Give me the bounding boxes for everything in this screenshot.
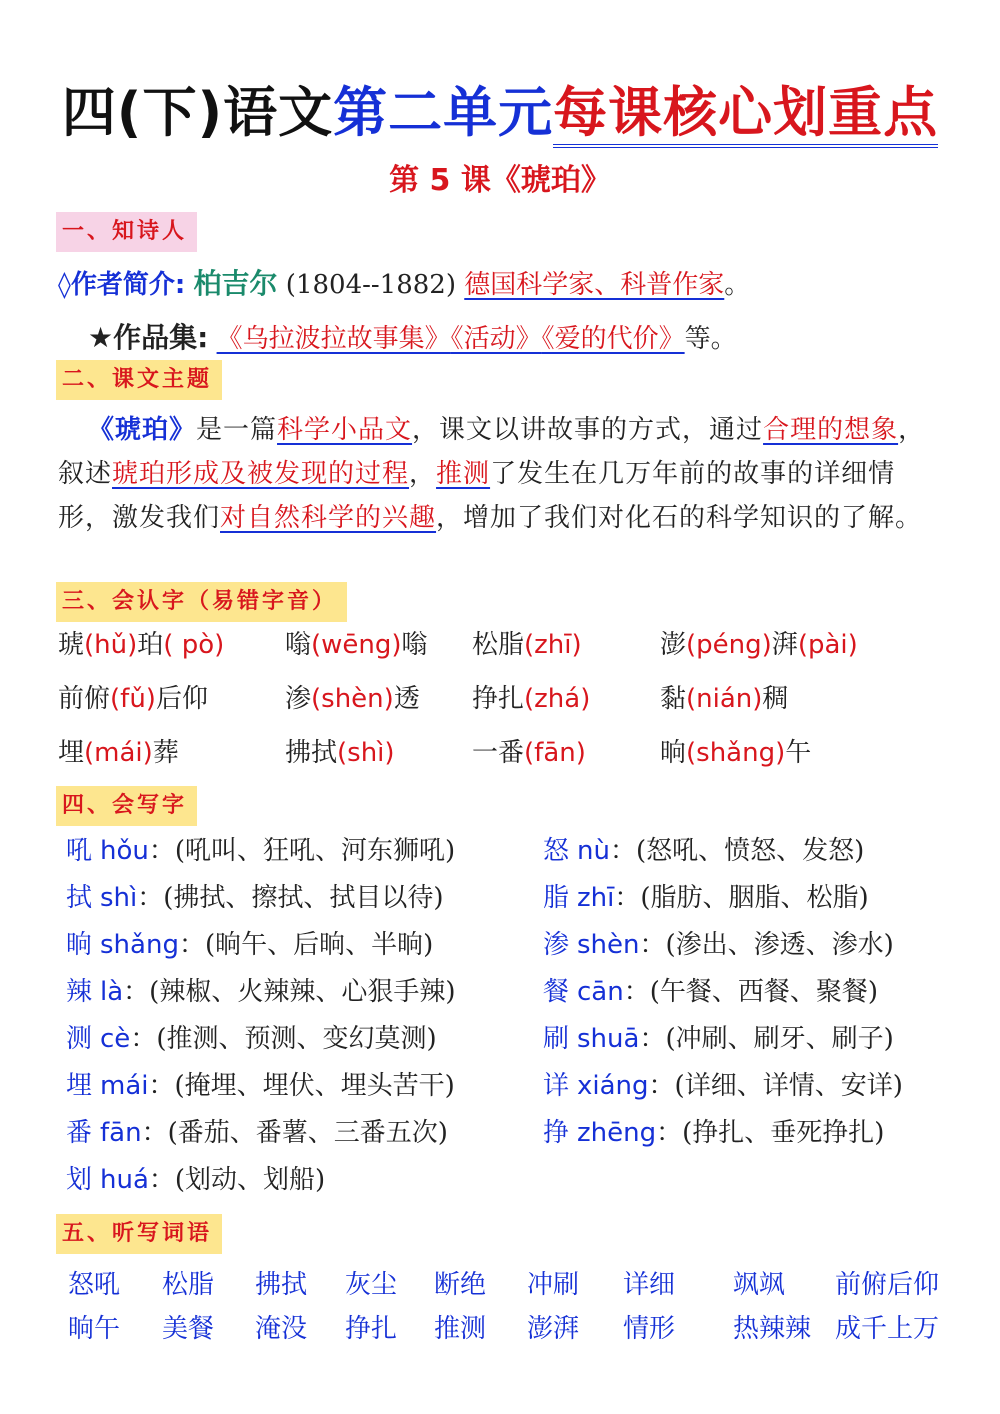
write-char-item <box>543 830 864 867</box>
recognize-char-item <box>285 624 428 661</box>
write-char-item <box>543 924 894 961</box>
hanzi: 拭 <box>66 883 93 913</box>
text-span: 合理的想象 <box>763 415 899 445</box>
text-span: 琥珀形成及被发现的过程 <box>112 459 410 489</box>
dictation-word: 推测 <box>434 1314 487 1344</box>
hanzi: 琥 <box>58 630 85 660</box>
hanzi: 番 <box>66 1118 93 1148</box>
recognize-char-item <box>285 678 420 715</box>
word-list: ：(挣扎、垂死挣扎) <box>656 1118 885 1148</box>
section1-heading: 一、知诗人 <box>56 212 197 252</box>
hanzi: 黏 <box>660 684 687 714</box>
pinyin: xiáng <box>577 1071 649 1101</box>
word-list: ：(脂肪、胭脂、松脂) <box>614 883 869 913</box>
write-char-item <box>66 1065 455 1102</box>
write-char-item <box>66 971 455 1008</box>
works-end: 等。 <box>684 324 737 354</box>
recognize-char-item <box>472 732 586 769</box>
section2-heading: 二、课文主题 <box>56 360 222 400</box>
author-line <box>58 262 750 302</box>
word-list: ：(掩埋、埋伏、埋头苦干) <box>148 1071 455 1101</box>
dictation-word: 飒飒 <box>733 1270 786 1300</box>
hanzi: 刷 <box>543 1024 570 1054</box>
title-part2: 第二单元 <box>333 81 554 144</box>
hanzi: 澎 <box>660 630 687 660</box>
work-item: 《爱的代价》 <box>541 324 685 354</box>
pinyin: hǒu <box>100 836 149 866</box>
write-char-item <box>66 830 455 867</box>
dictation-word: 晌午 <box>68 1314 121 1344</box>
write-char-item <box>66 1159 325 1196</box>
text-span: ， <box>409 459 437 489</box>
pinyin: huá <box>100 1165 149 1195</box>
write-char-item <box>543 1018 894 1055</box>
lesson-subtitle: 第 5 课《琥珀》 <box>389 163 611 198</box>
work-item: 《活动》 <box>450 324 542 354</box>
author-label: ◊作者简介: <box>58 270 186 300</box>
title-part1: 四(下)语文 <box>61 81 334 144</box>
pinyin: (zhī) <box>524 630 582 660</box>
pinyin: cè <box>100 1024 131 1054</box>
hanzi: 吼 <box>66 836 93 866</box>
write-char-item <box>66 924 433 961</box>
recognize-char-item <box>58 624 224 661</box>
hanzi: 晌 <box>660 738 687 768</box>
word-list: ：(吼叫、狂吼、河东狮吼) <box>148 836 456 866</box>
hanzi: 挣 <box>543 1118 570 1148</box>
hanzi: 松脂 <box>472 630 525 660</box>
text-span: 是一篇 <box>196 415 278 445</box>
work-item: 《乌拉波拉故事集》 <box>216 324 451 354</box>
dictation-word: 淹没 <box>255 1314 308 1344</box>
pinyin: nù <box>577 836 610 866</box>
recognize-char-item <box>660 624 858 661</box>
dictation-word: 拂拭 <box>255 1270 308 1300</box>
works-label: ★作品集: <box>88 321 209 354</box>
pinyin: (shǎng) <box>686 738 786 768</box>
word-list: ：(划动、划船) <box>148 1165 326 1195</box>
hanzi: 稠 <box>762 684 789 714</box>
recognize-char-item <box>472 624 582 661</box>
word-list: ：(番茄、番薯、三番五次) <box>141 1118 448 1148</box>
hanzi: 一番 <box>472 738 525 768</box>
pinyin: zhī <box>577 883 615 913</box>
hanzi: 测 <box>66 1024 93 1054</box>
pinyin: (pài) <box>797 630 858 660</box>
dictation-word: 断绝 <box>434 1270 487 1300</box>
dictation-word: 情形 <box>623 1314 676 1344</box>
pinyin: fān <box>100 1118 142 1148</box>
recognize-char-item <box>58 678 208 715</box>
hanzi: 怒 <box>543 836 570 866</box>
text-span: 了发生在几万年前的故事的详细情形，激发我们 <box>58 459 896 533</box>
pinyin: shì <box>100 883 138 913</box>
hanzi: 湃 <box>771 630 798 660</box>
hanzi: 晌 <box>66 930 93 960</box>
hanzi: 拂拭 <box>285 738 338 768</box>
hanzi: 嗡 <box>401 630 428 660</box>
hanzi: 后仰 <box>155 684 208 714</box>
author-period: 。 <box>724 270 751 300</box>
page-title <box>0 70 1000 147</box>
text-span: ，叙述 <box>58 415 926 489</box>
pinyin: là <box>100 977 124 1007</box>
pinyin: shuā <box>577 1024 640 1054</box>
pinyin: (fān) <box>524 738 586 768</box>
hanzi: 嗡 <box>285 630 312 660</box>
write-char-item <box>543 971 878 1008</box>
dictation-word: 热辣辣 <box>733 1314 812 1344</box>
hanzi: 渗 <box>285 684 312 714</box>
recognize-char-item <box>660 732 811 769</box>
write-char-item <box>66 1112 448 1149</box>
word-list: ：(晌午、后晌、半晌) <box>178 930 434 960</box>
recognize-char-item <box>660 678 788 715</box>
pinyin: (zhá) <box>524 684 591 714</box>
hanzi: 午 <box>785 738 812 768</box>
dictation-word: 前俯后仰 <box>835 1270 940 1300</box>
hanzi: 透 <box>393 684 420 714</box>
hanzi: 前俯 <box>58 684 111 714</box>
word-list: ：(推测、预测、变幻莫测) <box>130 1024 437 1054</box>
author-desc: 德国科学家、科普作家 <box>464 270 725 300</box>
hanzi: 餐 <box>543 977 570 1007</box>
word-list: ：(午餐、西餐、聚餐) <box>623 977 879 1007</box>
word-list: ：(详细、详情、安详) <box>648 1071 903 1101</box>
hanzi: 埋 <box>58 738 85 768</box>
pinyin: (nián) <box>686 684 763 714</box>
author-years: (1804--1882) <box>285 270 456 300</box>
pinyin: shǎng <box>100 930 179 960</box>
dictation-word: 冲刷 <box>527 1270 580 1300</box>
write-char-item <box>543 1065 903 1102</box>
hanzi: 辣 <box>66 977 93 1007</box>
pinyin: shèn <box>577 930 640 960</box>
pinyin: (wēng) <box>311 630 402 660</box>
word-list: ：(辣椒、火辣辣、心狠手辣) <box>123 977 456 1007</box>
write-char-item <box>543 877 869 914</box>
recognize-char-item <box>285 732 395 769</box>
pinyin: cān <box>577 977 624 1007</box>
theme-paragraph <box>58 408 938 540</box>
dictation-word: 详细 <box>623 1270 676 1300</box>
write-char-item <box>66 1018 437 1055</box>
pinyin: ( pò) <box>163 630 225 660</box>
section5-heading: 五、听写词语 <box>56 1214 222 1254</box>
pinyin: (hǔ) <box>84 630 138 660</box>
hanzi: 脂 <box>543 883 570 913</box>
works-line <box>88 316 737 356</box>
hanzi: 葬 <box>152 738 179 768</box>
dictation-word: 怒吼 <box>68 1270 121 1300</box>
pinyin: zhēng <box>577 1118 657 1148</box>
text-span: 推测 <box>436 459 491 489</box>
word-list: ：(怒吼、愤怒、发怒) <box>609 836 865 866</box>
hanzi: 埋 <box>66 1071 93 1101</box>
dictation-word: 澎湃 <box>527 1314 580 1344</box>
dictation-word: 美餐 <box>162 1314 215 1344</box>
hanzi: 划 <box>66 1165 93 1195</box>
text-span: 科学小品文 <box>277 415 413 445</box>
pinyin: (shì) <box>337 738 395 768</box>
word-list: ：(冲刷、刷牙、刷子) <box>639 1024 894 1054</box>
write-char-item <box>66 877 444 914</box>
author-name: 柏吉尔 <box>193 267 278 300</box>
dictation-word: 灰尘 <box>345 1270 398 1300</box>
pinyin: (shèn) <box>311 684 394 714</box>
pinyin: mái <box>100 1071 149 1101</box>
hanzi: 渗 <box>543 930 570 960</box>
section3-heading: 三、会认字（易错字音） <box>56 582 347 622</box>
hanzi: 详 <box>543 1071 570 1101</box>
hanzi: 挣扎 <box>472 684 525 714</box>
word-list: ：(拂拭、擦拭、拭目以待) <box>137 883 444 913</box>
hanzi: 珀 <box>137 630 164 660</box>
text-span: 《琥珀》 <box>88 415 197 445</box>
pinyin: (péng) <box>686 630 772 660</box>
word-list: ：(渗出、渗透、渗水) <box>639 930 894 960</box>
dictation-word: 挣扎 <box>345 1314 398 1344</box>
dictation-word: 成千上万 <box>835 1314 940 1344</box>
text-span: ，增加了我们对化石的科学知识的了解。 <box>436 503 923 533</box>
dictation-word: 松脂 <box>162 1270 215 1300</box>
title-part3: 每课核心划重点 <box>553 81 938 148</box>
text-span: ，课文以讲故事的方式，通过 <box>412 415 764 445</box>
section4-heading: 四、会写字 <box>56 786 197 826</box>
pinyin: (mái) <box>84 738 153 768</box>
text-span: 对自然科学的兴趣 <box>220 503 437 533</box>
write-char-item <box>543 1112 884 1149</box>
recognize-char-item <box>58 732 179 769</box>
recognize-char-item <box>472 678 590 715</box>
pinyin: (fǔ) <box>110 684 156 714</box>
